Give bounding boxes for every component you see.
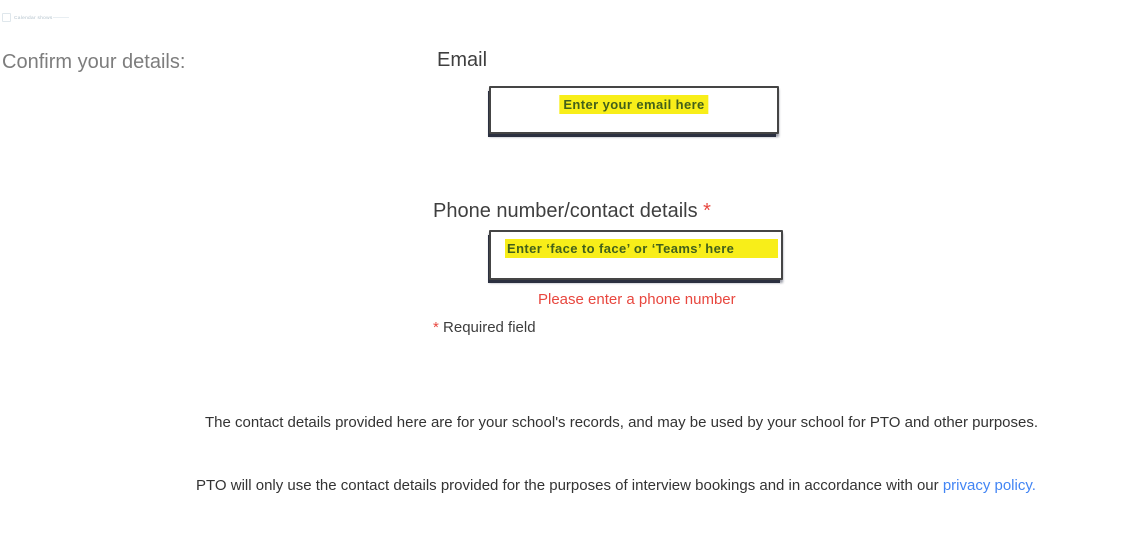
phone-placeholder-highlight: Enter ‘face to face’ or ‘Teams’ here — [505, 239, 778, 258]
email-input[interactable] — [489, 86, 779, 134]
pto-privacy-note — [196, 477, 1036, 494]
email-label: Email — [437, 49, 488, 71]
phone-error-text: Please enter a phone number — [538, 291, 736, 308]
pto-privacy-note-text: PTO will only use the contact details provided for the purposes of interview bookings and in accordance with our — [196, 477, 943, 494]
confirm-details-label: Confirm your details: — [2, 51, 186, 73]
email-placeholder-highlight: Enter your email here — [559, 95, 708, 114]
school-records-note: The contact details provided here are for your school's records, and may be used by your school for PTO and other purposes. — [205, 414, 1039, 431]
phone-label — [433, 200, 711, 223]
pto-privacy-note-period: . — [1031, 477, 1036, 494]
required-note-asterisk: * — [433, 319, 439, 336]
phone-label-text: Phone number/contact details — [433, 200, 698, 222]
top-left-artifact — [2, 13, 69, 22]
phone-required-asterisk: * — [703, 200, 711, 222]
required-field-note — [433, 319, 536, 336]
artifact-line — [53, 17, 69, 18]
artifact-box-icon — [2, 13, 11, 22]
privacy-policy-link[interactable]: privacy policy — [942, 477, 1032, 494]
phone-input[interactable] — [489, 230, 783, 280]
artifact-label: Calendar shows — [14, 14, 53, 21]
required-note-text: Required field — [443, 319, 536, 336]
